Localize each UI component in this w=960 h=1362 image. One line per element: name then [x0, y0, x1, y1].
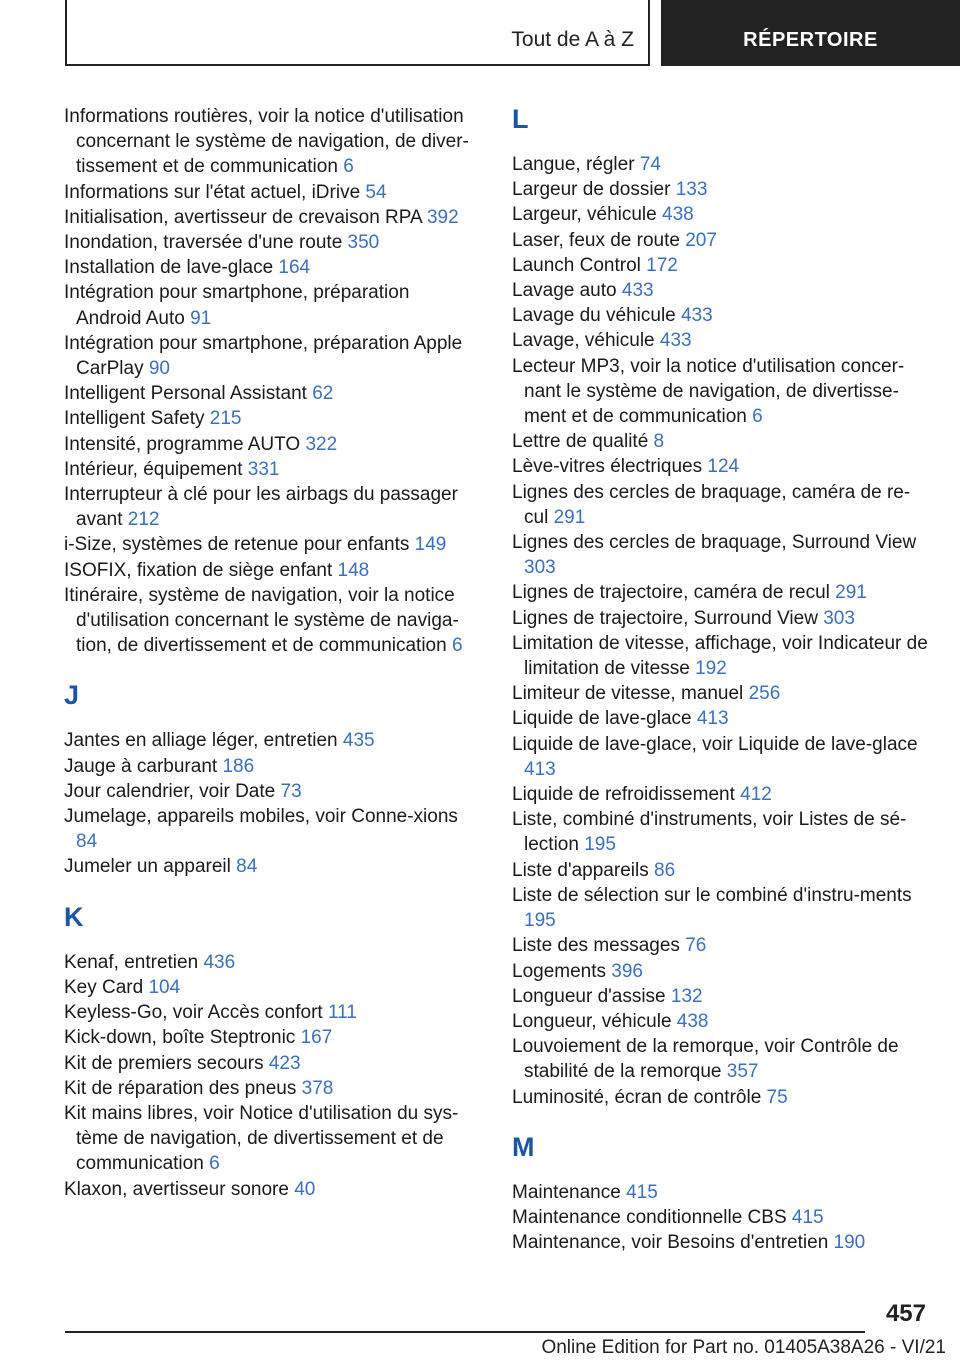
index-entry	[64, 558, 474, 583]
index-entry-text: Intégration pour smartphone, préparation Apple CarPlay	[64, 332, 463, 380]
page-link[interactable]: 75	[766, 1086, 788, 1108]
index-entry-text: Lavage, véhicule	[512, 330, 655, 352]
footer-divider	[65, 1331, 865, 1333]
index-entry-text: Limitation de vitesse, affichage, voir Indicateur de limitation de vitesse	[512, 632, 928, 680]
page-link[interactable]: 256	[748, 683, 781, 705]
chapter-tab-label: RÉPERTOIRE	[743, 29, 878, 51]
index-entry-text: Lettre de qualité	[512, 431, 649, 453]
page-link[interactable]: 149	[414, 534, 447, 556]
index-entry-text: Liquide de refroidissement	[512, 784, 735, 806]
index-entry-text: Logements	[512, 960, 607, 982]
index-column-right	[512, 104, 932, 1255]
index-entry-text: Lève-vitres électriques	[512, 456, 703, 478]
index-entry-text: Langue, régler	[512, 154, 635, 175]
index-entry	[512, 732, 932, 782]
index-entry	[64, 583, 474, 659]
index-entry-text: Informations routières, voir la notice d'utilisation concernant le système de navigation, de diver-tissement et de communication	[64, 106, 469, 178]
index-entry-text: Keyless-Go, voir Accès confort	[64, 1002, 323, 1024]
index-entry-text: Jumeler un appareil	[64, 856, 231, 878]
index-entry	[512, 706, 932, 731]
page-link[interactable]: 433	[659, 330, 692, 352]
index-entry	[512, 454, 932, 479]
index-entry-text: Lavage du véhicule	[512, 305, 676, 327]
index-entry-text: Maintenance, voir Besoins d'entretien	[512, 1232, 829, 1254]
index-entry	[512, 303, 932, 328]
index-entry	[64, 104, 474, 180]
index-entry	[64, 754, 474, 779]
index-entry	[512, 253, 932, 278]
index-entry-text: Lavage auto	[512, 280, 617, 302]
page-link[interactable]: 436	[203, 951, 236, 973]
index-entry-text: Intelligent Safety	[64, 408, 205, 430]
index-entry	[512, 1205, 932, 1230]
index-entry-text: Largeur, véhicule	[512, 204, 657, 226]
page-link[interactable]: 303	[823, 607, 855, 629]
index-entry-text: Laser, feux de route	[512, 229, 680, 251]
index-entry-text: Interrupteur à clé pour les airbags du passager avant	[64, 484, 458, 531]
index-entry	[512, 429, 932, 454]
index-entry	[512, 530, 932, 580]
index-entry-text: Klaxon, avertisseur sonore	[64, 1178, 289, 1200]
page-header	[0, 0, 960, 66]
index-entry-text: Louvoiement de la remorque, voir Contrôle de stabilité de la remorque	[512, 1036, 899, 1083]
page-link[interactable]: 212	[127, 509, 160, 531]
index-entry	[512, 328, 932, 353]
index-entry-text: Liquide de lave-glace	[512, 708, 692, 730]
page-link[interactable]: 104	[148, 976, 181, 998]
page-link[interactable]: 291	[553, 506, 586, 528]
index-entry-text: Liste d'appareils	[512, 859, 649, 881]
page-link[interactable]: 6	[752, 406, 763, 428]
index-entry-text: Lignes de trajectoire, caméra de recul	[512, 582, 830, 604]
page-link[interactable]: 73	[280, 780, 302, 802]
index-entry	[512, 959, 932, 984]
page-link[interactable]: 76	[685, 935, 707, 957]
page-link[interactable]: 6	[451, 635, 463, 657]
index-entry	[64, 1000, 474, 1025]
page-link[interactable]: 6	[343, 156, 354, 178]
page-link[interactable]: 40	[294, 1178, 316, 1200]
page-link[interactable]: 8	[653, 431, 665, 453]
index-entry	[512, 782, 932, 807]
index-entry-text: Jumelage, appareils mobiles, voir Conne-xions	[64, 806, 458, 828]
index-entry	[512, 1230, 932, 1255]
page-link[interactable]: 133	[675, 179, 708, 201]
page-link[interactable]: 90	[148, 358, 170, 380]
index-entry	[64, 1101, 474, 1177]
page-link[interactable]: 124	[707, 456, 740, 478]
index-entry	[512, 1085, 932, 1110]
index-entry-text: Liste, combiné d'instruments, voir Listes de sé-lection	[512, 809, 907, 856]
index-entry	[512, 807, 932, 857]
index-entry	[64, 406, 474, 431]
page-link[interactable]: 195	[584, 834, 616, 856]
index-entry	[512, 202, 932, 227]
page-link[interactable]: 412	[740, 784, 772, 806]
index-entry-text: Kit de réparation des pneus	[64, 1077, 297, 1099]
index-entry-text: ISOFIX, fixation de siège enfant	[64, 559, 333, 581]
footer-edition: Online Edition for Part no. 01405A38A26 - VI/21	[541, 1337, 946, 1358]
index-entry	[512, 631, 932, 681]
index-column-left	[64, 104, 474, 1202]
index-entry-text: Kenaf, entretien	[64, 951, 199, 973]
page-link[interactable]: 192	[695, 658, 727, 680]
index-entry-text: Maintenance	[512, 1181, 621, 1203]
index-entry-text: Inondation, traversée d'une route	[64, 232, 343, 254]
page-link[interactable]: 54	[365, 181, 387, 203]
index-entry	[64, 255, 474, 280]
index-entry-text: Luminosité, écran de contrôle	[512, 1086, 762, 1108]
index-entry	[512, 1034, 932, 1084]
index-entry-text: Kick-down, boîte Steptronic	[64, 1027, 296, 1049]
index-entry	[512, 858, 932, 883]
page-link[interactable]: 423	[268, 1052, 301, 1074]
index-entry-text: Lignes des cercles de braquage, caméra de re-cul	[512, 481, 911, 528]
page-link[interactable]: 215	[209, 408, 242, 430]
index-entry	[512, 354, 932, 430]
page-link[interactable]: 91	[190, 307, 212, 329]
page-link[interactable]: 190	[833, 1232, 866, 1254]
page-link[interactable]: 74	[639, 154, 661, 175]
index-entry	[512, 933, 932, 958]
index-entry	[64, 804, 474, 854]
index-entry-text: Lecteur MP3, voir la notice d'utilisation concer-nant le système de navigation, de divertisse-ment et de communication	[512, 355, 905, 428]
index-entry-text: Intérieur, équipement	[64, 458, 243, 480]
index-letter: L	[512, 104, 529, 134]
page-link[interactable]: 148	[337, 559, 370, 581]
page-link[interactable]: 84	[76, 831, 98, 853]
page-link[interactable]: 86	[654, 859, 676, 881]
index-entry	[512, 177, 932, 202]
index-entry-text: Informations sur l'état actuel, iDrive	[64, 181, 361, 203]
index-entry-text: Intensité, programme AUTO	[64, 433, 301, 455]
index-letter: M	[512, 1131, 535, 1162]
index-entry	[512, 984, 932, 1009]
page-link[interactable]: 438	[662, 204, 694, 226]
index-entry-text: Liste des messages	[512, 935, 680, 957]
page-link[interactable]: 6	[209, 1153, 220, 1175]
index-entry	[64, 854, 474, 879]
index-entry	[64, 180, 474, 205]
index-entry	[512, 1180, 932, 1205]
index-entry-text: Intégration pour smartphone, préparation Android Auto	[64, 282, 410, 329]
index-entry	[64, 381, 474, 406]
page-link[interactable]: 207	[685, 229, 717, 251]
index-entry-text: Maintenance conditionnelle CBS	[512, 1206, 787, 1228]
index-entry	[512, 681, 932, 706]
page-link[interactable]: 186	[222, 755, 255, 777]
index-entry-text: Jantes en alliage léger, entretien	[64, 730, 338, 752]
index-entry	[64, 1076, 474, 1101]
index-entry-text: Jauge à carburant	[64, 755, 218, 777]
page-link[interactable]: 172	[646, 254, 678, 276]
page-link[interactable]: 111	[328, 1002, 357, 1024]
index-letter: J	[64, 680, 80, 711]
page-link[interactable]: 413	[696, 708, 729, 730]
index-entry-text: Itinéraire, système de navigation, voir la notice d'utilisation concernant le système de naviga-tion, de divertissement et de communication	[64, 584, 459, 657]
section-header-box	[65, 0, 650, 66]
index-entry	[64, 1025, 474, 1050]
page-link[interactable]: 413	[524, 758, 556, 780]
page-link[interactable]: 415	[626, 1181, 658, 1203]
index-entry	[512, 480, 932, 530]
index-entry	[64, 457, 474, 482]
index-entry-text: Kit de premiers secours	[64, 1052, 264, 1074]
page-link[interactable]: 433	[621, 280, 654, 302]
index-entry	[64, 532, 474, 557]
index-entry	[512, 883, 932, 933]
page-link[interactable]: 164	[278, 257, 311, 279]
index-entry	[64, 728, 474, 753]
page-link[interactable]: 396	[611, 960, 643, 982]
index-entry	[512, 228, 932, 253]
index-entry-text: Longueur, véhicule	[512, 1010, 672, 1032]
index-entry	[512, 580, 932, 605]
index-entry	[64, 331, 474, 381]
index-entry	[64, 975, 474, 1000]
index-entry-text: Intelligent Personal Assistant	[64, 383, 307, 405]
index-entry-text: Liquide de lave-glace, voir Liquide de lave-glace	[512, 733, 918, 755]
index-entry-text: Installation de lave-glace	[64, 257, 274, 279]
index-entry-text: Lignes des cercles de braquage, Surround View	[512, 532, 917, 554]
page-link[interactable]: 291	[835, 582, 867, 604]
page-link[interactable]: 357	[726, 1061, 759, 1083]
page-link[interactable]: 132	[670, 985, 703, 1007]
index-entry-text: Launch Control	[512, 254, 641, 276]
page-link[interactable]: 435	[342, 730, 375, 752]
page-link[interactable]: 195	[524, 910, 556, 932]
page-link[interactable]: 378	[301, 1077, 334, 1099]
page-link[interactable]: 303	[524, 557, 556, 579]
page-link[interactable]: 84	[236, 856, 258, 878]
index-entry	[512, 152, 932, 177]
index-entry	[64, 1051, 474, 1076]
index-entry-text: Jour calendrier, voir Date	[64, 780, 276, 802]
page-link[interactable]: 350	[347, 232, 380, 254]
index-entry-text: Largeur de dossier	[512, 179, 671, 201]
index-entry	[64, 205, 474, 230]
page-link[interactable]: 392	[426, 206, 459, 228]
index-entry	[512, 1009, 932, 1034]
index-entry	[64, 280, 474, 330]
index-entry-text: i-Size, systèmes de retenue pour enfants	[64, 534, 410, 556]
index-entry	[512, 278, 932, 303]
page-link[interactable]: 433	[681, 305, 713, 327]
index-entry-text: Liste de sélection sur le combiné d'instru-ments	[512, 884, 912, 906]
index-entry	[64, 432, 474, 457]
index-entry	[64, 1177, 474, 1202]
chapter-tab[interactable]	[661, 0, 960, 66]
index-entry-text: Key Card	[64, 976, 144, 998]
index-entry	[512, 606, 932, 631]
index-entry	[64, 950, 474, 975]
page-link[interactable]: 415	[791, 1206, 824, 1228]
page-link[interactable]: 62	[312, 383, 334, 405]
page-number: 457	[885, 1300, 926, 1327]
index-entry	[64, 230, 474, 255]
index-entry-text: Initialisation, avertisseur de crevaison RPA	[64, 206, 422, 228]
page-link[interactable]: 331	[247, 458, 280, 480]
index-entry-text: Longueur d'assise	[512, 985, 666, 1007]
index-entry	[64, 482, 474, 532]
index-entry-text: Kit mains libres, voir Notice d'utilisation du sys-tème de navigation, de divertissement et de communication	[64, 1102, 459, 1175]
index-entry	[64, 779, 474, 804]
index-entry-text: Limiteur de vitesse, manuel	[512, 683, 744, 705]
index-entry-text: Lignes de trajectoire, Surround View	[512, 607, 818, 629]
page-link[interactable]: 167	[300, 1027, 333, 1049]
section-title: Tout de A à Z	[511, 28, 634, 51]
page-link[interactable]: 438	[676, 1010, 709, 1032]
index-letter: K	[64, 901, 84, 932]
page-link[interactable]: 322	[305, 433, 338, 455]
